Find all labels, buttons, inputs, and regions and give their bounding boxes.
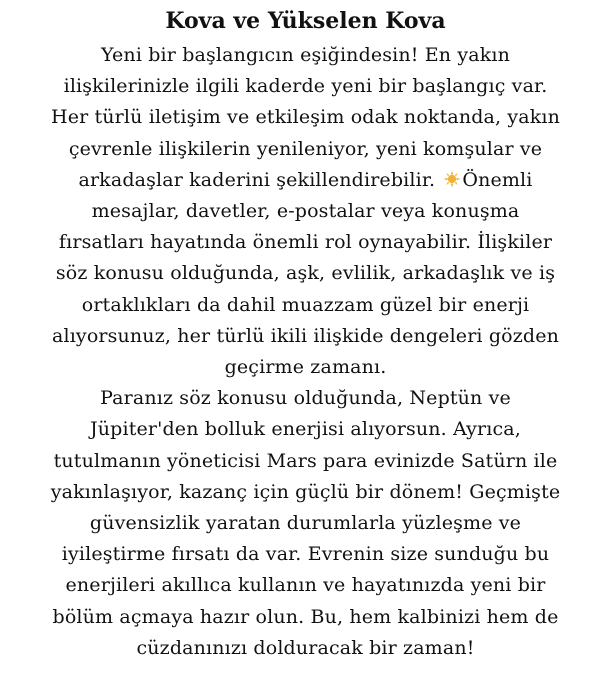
- text-line: Yeni bir başlangıcın eşiğindesin! En yakın: [101, 44, 510, 66]
- body-text: [2, 40, 609, 664]
- text-line: söz konusu olduğunda, aşk, evlilik, arkadaşlık ve iş: [55, 262, 556, 285]
- paragraph-2: [2, 383, 609, 664]
- text-line: Jüpiter'den bolluk enerjisi alıyorsun. Ayrıca,: [90, 418, 521, 441]
- text-line: Her türlü iletişim ve etkileşim odak noktanda, yakın: [50, 106, 561, 129]
- text-line: mesajlar, davetler, e-postalar veya konuşma: [91, 200, 520, 223]
- text-line: fırsatları hayatında önemli rol oynayabilir. İlişkiler: [58, 231, 553, 254]
- text-line: ortaklıkları da dahil muazzam güzel bir enerji: [81, 293, 530, 316]
- paragraph-1: [2, 40, 609, 383]
- text-line: güvensizlik yaratan durumlarla yüzleşme ve: [89, 512, 522, 535]
- text-line: tutulmanın yöneticisi Mars para evinizde Satürn ile: [53, 449, 558, 472]
- text-segment: arkadaşlar kaderini şekillendirebilir.: [78, 168, 436, 191]
- text-line: Paranız söz konusu olduğunda, Neptün ve: [100, 387, 511, 410]
- text-line: cüzdanınızı dolduracak bir zaman!: [136, 636, 475, 659]
- text-line: alıyorsunuz, her türlü ikili ilişkide dengeleri gözden: [52, 324, 559, 347]
- page-title: Kova ve Yükselen Kova: [165, 8, 446, 34]
- text-segment: Önemli: [462, 168, 533, 191]
- text-line: geçirme zamanı.: [224, 356, 387, 379]
- text-line: enerjileri akıllıca kullanın ve hayatınızda yeni bir: [65, 574, 546, 597]
- text-line: bölüm açmaya hazır olun. Bu, hem kalbinizi hem de: [52, 605, 559, 628]
- sun-icon: [443, 167, 461, 185]
- text-line: çevrenle ilişkilerin yenileniyor, yeni komşular ve: [68, 137, 543, 160]
- text-line: iyileştirme fırsatı da var. Evrenin size sunduğu bu: [61, 543, 550, 566]
- text-line-with-icon: [2, 165, 609, 196]
- text-line: yakınlaşıyor, kazanç için güçlü bir dönem! Geçmişte: [50, 480, 561, 503]
- text-line: ilişkilerinizle ilgili kaderde yeni bir başlangıç var.: [63, 75, 548, 98]
